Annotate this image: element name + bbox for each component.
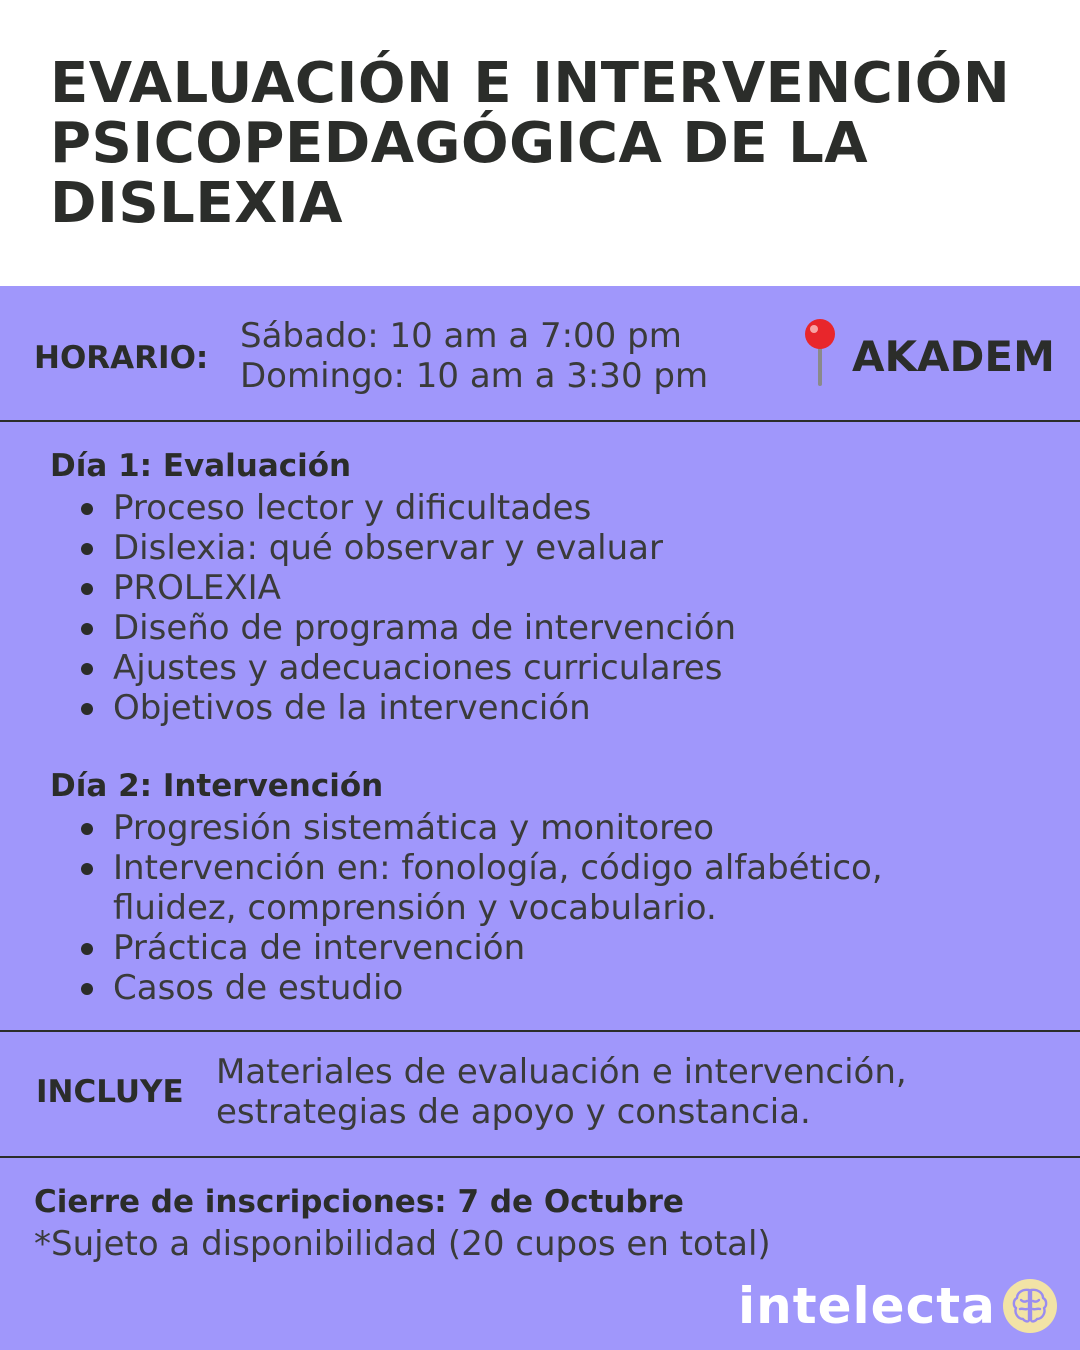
bullet-icon [81, 543, 93, 555]
list-item: Diseño de programa de intervención [75, 608, 1035, 648]
bullet-icon [81, 583, 93, 595]
title-line-2: PSICOPEDAGÓGICA DE LA [50, 111, 869, 176]
includes-text [216, 1052, 907, 1132]
location-name: AKADEM [852, 332, 1055, 381]
list-item: Progresión sistemática y monitoreo [75, 808, 1035, 848]
schedule-label: HORARIO: [34, 340, 209, 376]
list-item: Intervención en: fonología, código alfabético, [75, 848, 1035, 888]
title-section [0, 0, 1080, 286]
bullet-icon [81, 863, 93, 875]
brand-name: intelecta [738, 1277, 996, 1335]
list-item-continuation: fluidez, comprensión y vocabulario. [113, 888, 717, 928]
schedule-times [240, 316, 708, 396]
title-line-1: EVALUACIÓN E INTERVENCIÓN [50, 51, 1011, 116]
schedule-line-saturday: Sábado: 10 am a 7:00 pm [240, 316, 682, 356]
list-item: PROLEXIA [75, 568, 1035, 608]
list-item: Casos de estudio [75, 968, 1035, 1008]
day2-list [75, 808, 1035, 1008]
list-item: Proceso lector y dificultades [75, 488, 1035, 528]
registration-deadline: Cierre de inscripciones: 7 de Octubre [34, 1184, 684, 1220]
brain-icon [1002, 1278, 1058, 1334]
bullet-icon [81, 983, 93, 995]
includes-line-2: estrategias de apoyo y constancia. [216, 1092, 811, 1132]
list-item: Dislexia: qué observar y evaluar [75, 528, 1035, 568]
bullet-icon [81, 943, 93, 955]
divider-2 [0, 1030, 1080, 1032]
title-line-3: DISLEXIA [50, 171, 343, 236]
list-item: Práctica de intervención [75, 928, 1035, 968]
bullet-icon [81, 503, 93, 515]
list-item: Ajustes y adecuaciones curriculares [75, 648, 1035, 688]
day1-heading: Día 1: Evaluación [50, 448, 352, 484]
includes-line-1: Materiales de evaluación e intervención, [216, 1052, 907, 1092]
bullet-icon [81, 823, 93, 835]
availability-note: *Sujeto a disponibilidad (20 cupos en total) [34, 1224, 771, 1264]
bullet-icon [81, 663, 93, 675]
divider-3 [0, 1156, 1080, 1158]
bullet-icon [81, 703, 93, 715]
divider-1 [0, 420, 1080, 422]
includes-label: INCLUYE [36, 1074, 184, 1110]
day2-heading: Día 2: Intervención [50, 768, 384, 804]
list-item: Objetivos de la intervención [75, 688, 1035, 728]
bullet-icon [81, 623, 93, 635]
schedule-line-sunday: Domingo: 10 am a 3:30 pm [240, 356, 709, 396]
pushpin-icon [800, 318, 840, 388]
brand-logo [738, 1274, 1058, 1338]
page-title [50, 51, 1040, 236]
day1-list [75, 488, 1035, 728]
